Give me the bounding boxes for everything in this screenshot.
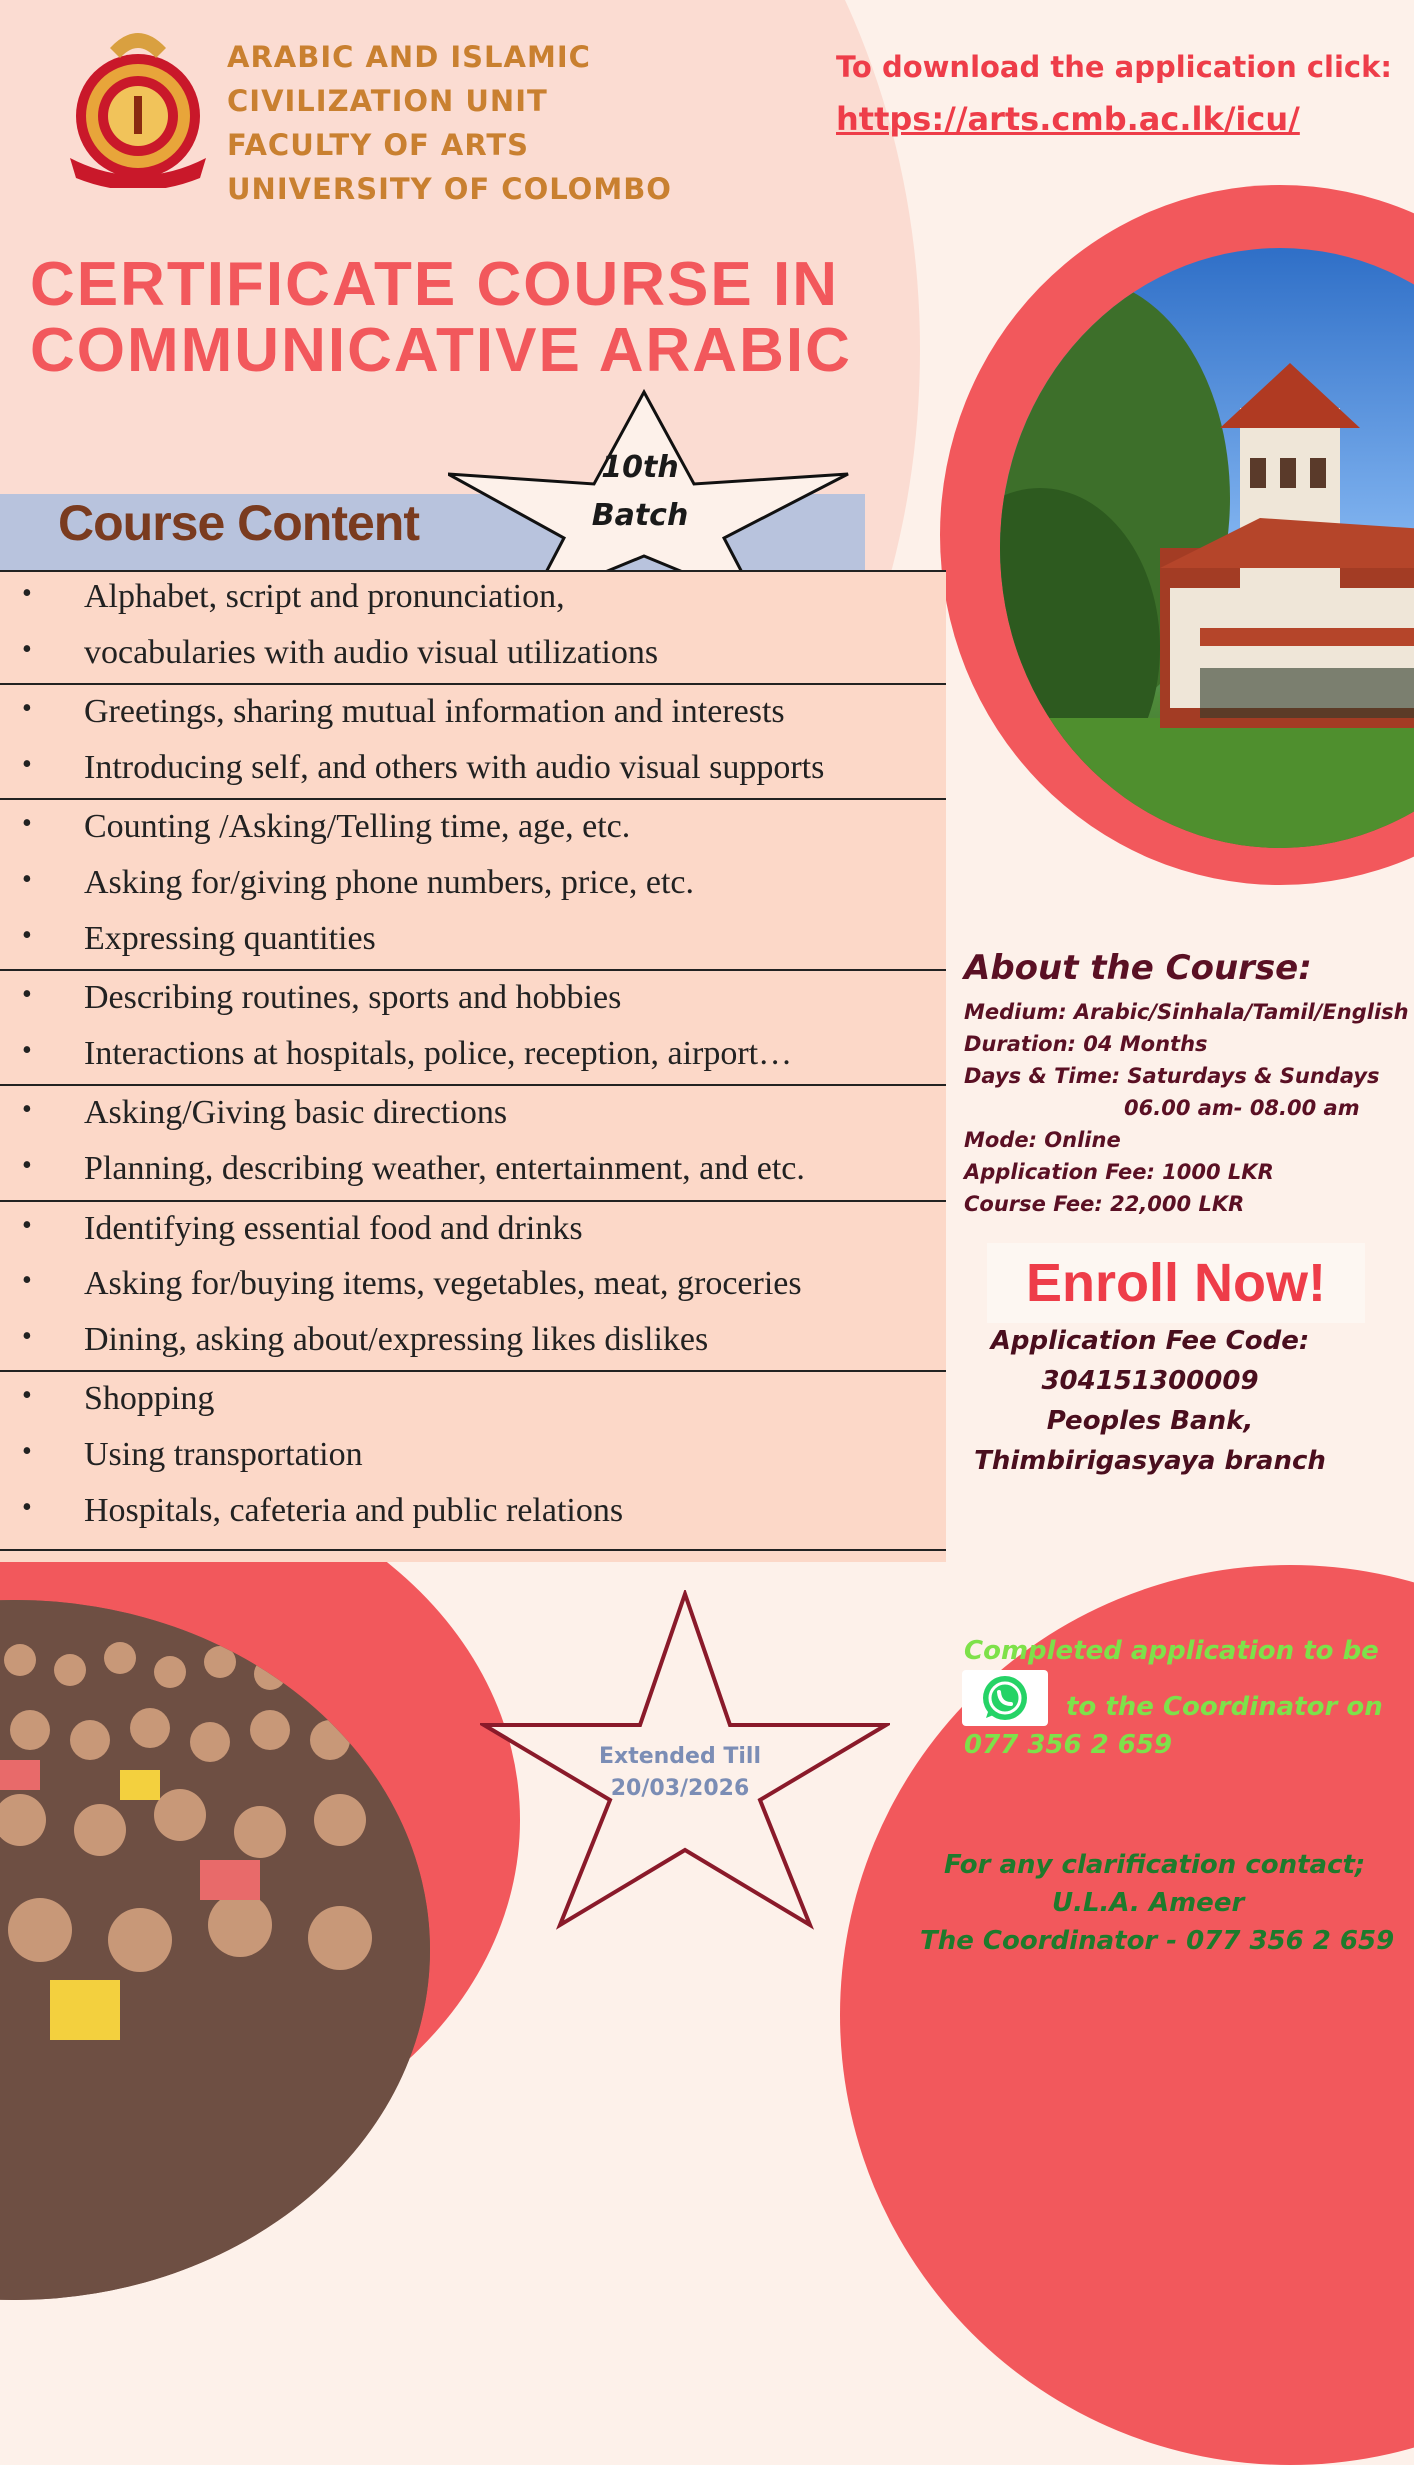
course-topic-text: Hospitals, cafeteria and public relations xyxy=(84,1491,624,1529)
list-bottom-border xyxy=(0,1549,946,1551)
bullet-icon: • xyxy=(22,578,32,609)
group-divider xyxy=(0,683,946,685)
batch-number: 10th xyxy=(601,450,679,485)
course-title xyxy=(30,252,852,384)
unit-name-line: ARABIC AND ISLAMIC xyxy=(227,40,591,74)
submission-phone: 077 356 2 659 xyxy=(964,1730,1173,1760)
group-divider xyxy=(0,1200,946,1202)
course-fee-text: Course Fee: 22,000 LKR xyxy=(964,1192,1245,1216)
course-topic-text: Alphabet, script and pronunciation, xyxy=(84,578,565,615)
course-content-list xyxy=(0,570,946,1562)
bullet-icon: • xyxy=(22,864,32,895)
group-divider xyxy=(0,798,946,800)
university-name-line: UNIVERSITY OF COLOMBO xyxy=(227,172,672,206)
days-text: Days & Time: Saturdays & Sundays xyxy=(964,1064,1380,1088)
medium-text: Medium: Arabic/Sinhala/Tamil/English xyxy=(964,1000,1409,1024)
bullet-icon: • xyxy=(22,1436,32,1467)
bullet-icon: • xyxy=(22,808,32,840)
list-top-border xyxy=(0,570,946,572)
unit-name-line: CIVILIZATION UNIT xyxy=(227,84,548,118)
course-topic-text: Shopping xyxy=(84,1380,215,1418)
bullet-icon: • xyxy=(22,633,32,665)
application-fee-text: Application Fee: 1000 LKR xyxy=(964,1160,1274,1184)
course-topic-text: Asking for/giving phone numbers, price, etc. xyxy=(84,864,694,901)
faculty-name-line: FACULTY OF ARTS xyxy=(227,128,530,162)
course-topic-text: Planning, describing weather, entertainment, and etc. xyxy=(84,1150,805,1187)
fee-code-number: 304151300009 xyxy=(1041,1366,1259,1396)
bullet-icon: • xyxy=(22,1034,32,1066)
course-topic-text: Identifying essential food and drinks xyxy=(84,1209,583,1247)
course-topic-text: Interactions at hospitals, police, reception, airport… xyxy=(84,1034,793,1072)
course-topic-text: vocabularies with audio visual utilizations xyxy=(84,633,659,671)
group-divider xyxy=(0,969,946,971)
about-course-title: About the Course: xyxy=(964,948,1312,988)
university-logo xyxy=(60,18,216,188)
deadline-date: 20/03/2026 xyxy=(610,1776,750,1801)
course-topic-text: Dining, asking about/expressing likes dislikes xyxy=(84,1320,709,1358)
course-topic-text: Asking for/buying items, vegetables, meat, groceries xyxy=(84,1265,802,1303)
bullet-icon: • xyxy=(22,1380,32,1412)
submission-text: Completed application to be xyxy=(964,1636,1379,1666)
download-instruction: To download the application click: xyxy=(836,50,1392,84)
mode-text: Mode: Online xyxy=(964,1128,1121,1152)
course-topic-text: Expressing quantities xyxy=(84,919,376,957)
course-topic-text: Greetings, sharing mutual information and interests xyxy=(84,693,785,731)
enroll-now-text: Enroll Now! xyxy=(1026,1253,1326,1313)
contact-role: The Coordinator - 077 356 2 659 xyxy=(920,1926,1395,1956)
whatsapp-icon xyxy=(962,1670,1048,1726)
deadline-label: Extended Till xyxy=(598,1744,762,1769)
course-title-line: COMMUNICATIVE ARABIC xyxy=(30,316,852,385)
fee-code-label: Application Fee Code: xyxy=(990,1326,1310,1356)
bullet-icon: • xyxy=(22,1491,32,1523)
bullet-icon: • xyxy=(22,919,32,951)
bank-branch: Thimbirigasyaya branch xyxy=(974,1446,1326,1476)
batch-word: Batch xyxy=(591,498,689,533)
batch-label xyxy=(560,444,720,540)
submission-text: to the Coordinator on xyxy=(1066,1692,1383,1722)
course-topic-text: Asking/Giving basic directions xyxy=(84,1094,508,1132)
bullet-icon: • xyxy=(22,1265,32,1297)
time-text: 06.00 am- 08.00 am xyxy=(1124,1096,1360,1120)
bullet-icon: • xyxy=(22,1320,32,1352)
course-title-line: CERTIFICATE COURSE IN xyxy=(30,250,839,319)
group-divider xyxy=(0,1084,946,1086)
group-divider xyxy=(0,1370,946,1372)
bullet-icon: • xyxy=(22,748,32,780)
bullet-icon: • xyxy=(22,1150,32,1181)
course-topic-text: Counting /Asking/Telling time, age, etc. xyxy=(84,808,631,846)
course-topic-text: Introducing self, and others with audio visual supports xyxy=(84,748,825,786)
contact-intro: For any clarification contact; xyxy=(944,1850,1366,1880)
download-link[interactable]: https://arts.cmb.ac.lk/icu/ xyxy=(836,100,1300,138)
bank-name: Peoples Bank, xyxy=(1046,1406,1254,1436)
bullet-icon: • xyxy=(22,1094,32,1126)
course-topic-text: Describing routines, sports and hobbies xyxy=(84,979,622,1017)
bullet-icon: • xyxy=(22,979,32,1011)
bullet-icon: • xyxy=(22,693,32,725)
course-topic-text: Using transportation xyxy=(84,1436,363,1473)
course-content-heading: Course Content xyxy=(58,495,419,551)
duration-text: Duration: 04 Months xyxy=(964,1032,1208,1056)
bullet-icon: • xyxy=(22,1209,32,1241)
contact-name: U.L.A. Ameer xyxy=(1052,1888,1245,1918)
